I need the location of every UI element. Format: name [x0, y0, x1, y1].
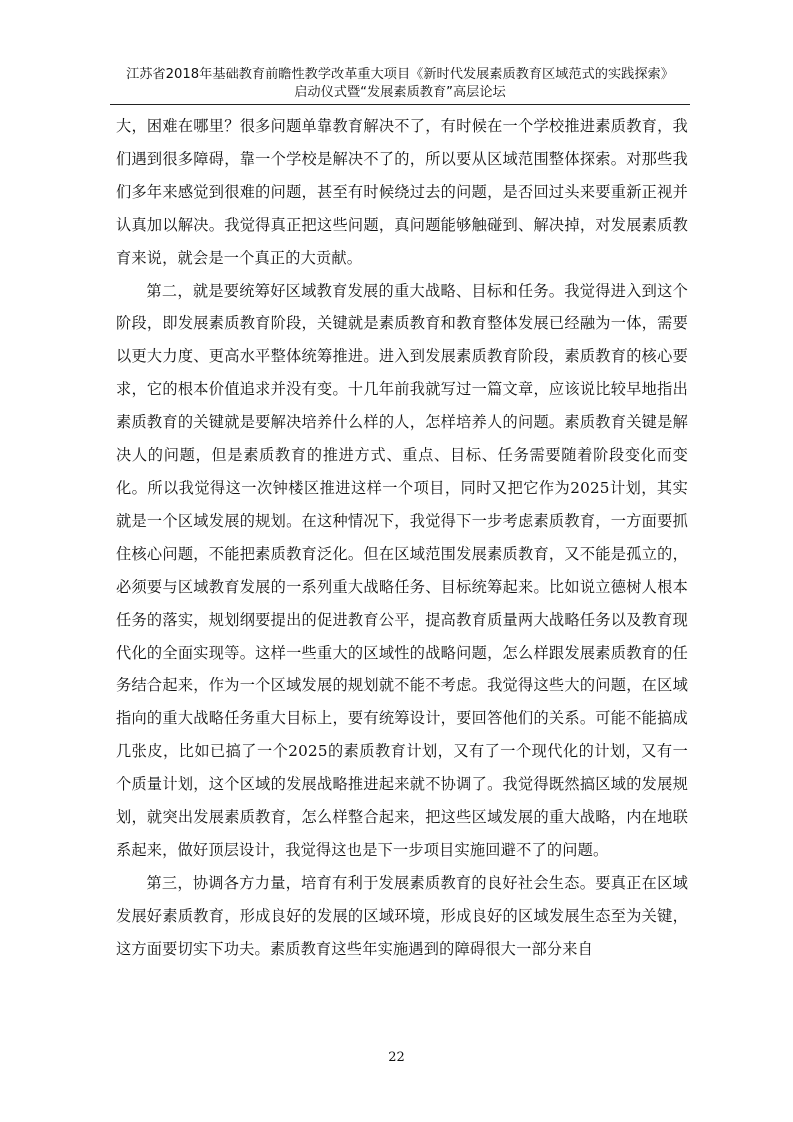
header-title-line-2: 启动仪式暨“发展素质教育”高层论坛 — [294, 85, 506, 100]
running-header — [110, 66, 690, 102]
paragraph-1: 大，困难在哪里？很多问题单靠教育解决不了，有时候在一个学校推进素质教育，我们遇到很多障碍，靠一个学校是解决不了的，所以要从区域范围整体探索。对那些我们多年来感觉到很难的问题，甚至有时候绕过去的问题，是否回过头来要重新正视并认真加以解决。我觉得真正把这些问题，真问题能够触碰到、解决掉，对发展素质教育来说，就会是一个真正的大贡献。 — [116, 117, 688, 267]
paragraph-3: 第三，协调各方力量，培育有利于发展素质教育的良好社会生态。要真正在区域发展好素质教育，形成良好的发展的区域环境，形成良好的区域发展生态至为关键，这方面要切实下功夫。素质教育这些年实施遇到的障碍很大一部分来自 — [116, 873, 688, 958]
page-number: 22 — [388, 1050, 405, 1065]
paragraph-2: 第二，就是要统筹好区域教育发展的重大战略、目标和任务。我觉得进入到这个阶段，即发展素质教育阶段，关键就是素质教育和教育整体发展已经融为一体，需要以更大力度、更高水平整体统筹推进。进入到发展素质教育阶段，素质教育的核心要求，它的根本价值追求并没有变。十几年前我就写过一篇文章，应该说比较早地指出素质教育的关键就是要解决培养什么样的人，怎样培养人的问题。素质教育关键是解决人的问题，但是素质教育的推进方式、重点、目标、任务需要随着阶段变化而变化。所以我觉得这一次钟楼区推进这样一个项目，同时又把它作为2025计划，其实就是一个区域发展的规划。在这种情况下，我觉得下一步考虑素质教育，一方面要抓住核心问题，不能把素质教育泛化。但在区域范围发展素质教育，又不能是孤立的，必须要与区域教育发展的一系列重大战略任务、目标统筹起来。比如说立德树人根本任务的落实，规划纲要提出的促进教育公平，提高教育质量两大战略任务以及教育现代化的全面实现等。这样一些重大的区域性的战略问题，怎么样跟发展素质教育的任务结合起来，作为一个区域发展的规划就不能不考虑。我觉得这些大的问题，在区域指向的重大战略任务重大目标上，要有统筹设计，要回答他们的关系。可能不能搞成几张皮，比如已搞了一个2025的素质教育计划，又有了一个现代化的计划，又有一个质量计划，这个区域的发展战略推进起来就不协调了。我觉得既然搞区域的发展规划，就突出发展素质教育，怎么样整合起来，把这些区域发展的重大战略，内在地联系起来，做好顶层设计，我觉得这也是下一步项目实施回避不了的问题。 — [116, 281, 688, 859]
header-title-line-1: 江苏省2018年基础教育前瞻性教学改革重大项目《新时代发展素质教育区域范式的实践探索》 — [126, 67, 674, 82]
header-divider — [110, 104, 690, 105]
body-text — [116, 110, 688, 966]
